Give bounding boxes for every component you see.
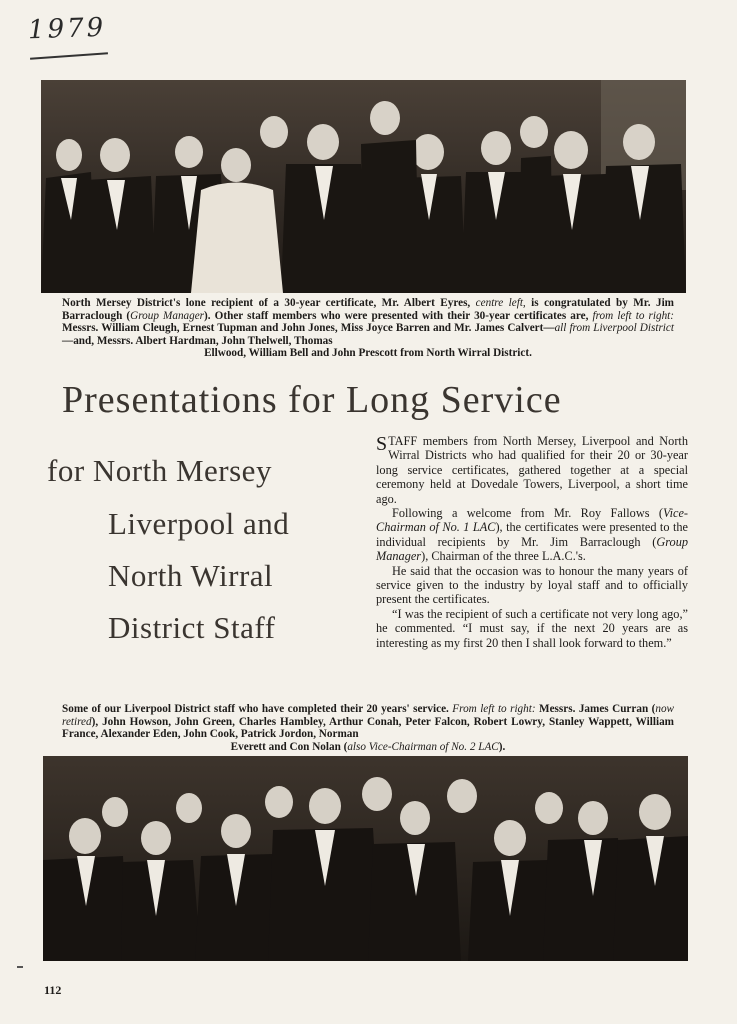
subheading-line: North Wirral: [108, 558, 274, 593]
article-body: [376, 434, 688, 650]
subheading-line: Liverpool and: [108, 506, 290, 541]
article-italic: Group Manager: [376, 534, 688, 564]
caption-top-text: ). Other staff members who were presented with their 30-year certificates are,: [204, 309, 589, 322]
drop-cap: S: [376, 433, 388, 455]
caption-bottom-text: ).: [498, 740, 506, 753]
caption-top-italic: from left to right:: [592, 309, 675, 322]
article-text: “I was the recipient of such a certificate not very long ago,” he commented. “I must say, if the next 20 years are as interesting as my first 20 then I shall look forward to them.”: [376, 606, 688, 650]
article-text: TAFF members from North Mersey, Liverpool and North Wirral Districts who had qualified for their 20 or 30-year long service certificates, gathered together at a special ceremony held at Dovedale Towers, Liverpool, a short time ago.: [376, 434, 688, 506]
group-photo-bottom: [43, 756, 688, 961]
headline: Presentations for Long Service: [62, 379, 562, 421]
handwritten-year: 1979: [27, 12, 107, 46]
caption-bottom-text: Some of our Liverpool District staff who have completed their 20 years' service.: [62, 703, 449, 715]
caption-top-italic: Group Manager: [130, 309, 205, 322]
caption-top-italic: all from Liverpool District: [554, 322, 674, 335]
caption-top-text: is congratulated by Mr. Jim Barraclough (: [62, 297, 675, 322]
article-text: ), the certificates were presented to the individual recipients by Mr. Jim Barraclough (: [376, 520, 688, 549]
caption-top-text: Messrs. William Cleugh, Ernest Tupman and John Jones, Miss Joyce Barren and Mr. James Calvert—: [62, 322, 555, 335]
group-photo-top: [41, 80, 686, 293]
caption-bottom: [62, 703, 674, 753]
article-paragraph: [376, 607, 688, 650]
article-text: He said that the occasion was to honour the many years of service given to the industry by loyal staff and to officially present the certificates.: [376, 563, 688, 607]
caption-top-text: North Mersey District's lone recipient of a 30-year certificate, Mr. Albert Eyres,: [62, 297, 471, 309]
article-text: Following a welcome from Mr. Roy Fallows (: [392, 506, 663, 521]
subheading-line: for North Mersey: [47, 453, 272, 488]
article-paragraph: [376, 506, 688, 564]
caption-bottom-italic: also Vice-Chairman of No. 2 LAC: [347, 740, 499, 753]
article-paragraph: [376, 564, 688, 607]
article-paragraph: [376, 434, 688, 506]
pen-underline: [30, 52, 108, 59]
caption-top-last-line: Ellwood, William Bell and John Prescott from North Wirral District.: [204, 347, 532, 360]
caption-bottom-text: Everett and Con Nolan (: [230, 740, 348, 753]
article-italic: Vice-Chairman of No. 1 LAC: [376, 506, 688, 535]
caption-bottom-text: ), John Howson, John Green, Charles Hambley, Arthur Conah, Peter Falcon, Robert Lowry, Stanley Wappett, William France, Alexander Eden, John Cook, Patrick Jordon, Norman: [62, 715, 674, 741]
caption-bottom-italic: now retired: [62, 703, 674, 728]
caption-bottom-text: Messrs. James Curran (: [539, 703, 656, 715]
caption-top-italic: centre left,: [475, 297, 526, 309]
caption-bottom-last-line: [62, 741, 674, 754]
caption-bottom-italic: From left to right:: [452, 703, 536, 715]
article-text: ), Chairman of the three L.A.C.'s.: [421, 549, 586, 564]
subheading-line: District Staff: [108, 610, 276, 645]
caption-top: [62, 297, 674, 360]
margin-mark: [17, 966, 23, 968]
page-number: 112: [44, 983, 62, 997]
caption-top-text: —and, Messrs. Albert Hardman, John Thelwell, Thomas: [62, 334, 333, 347]
